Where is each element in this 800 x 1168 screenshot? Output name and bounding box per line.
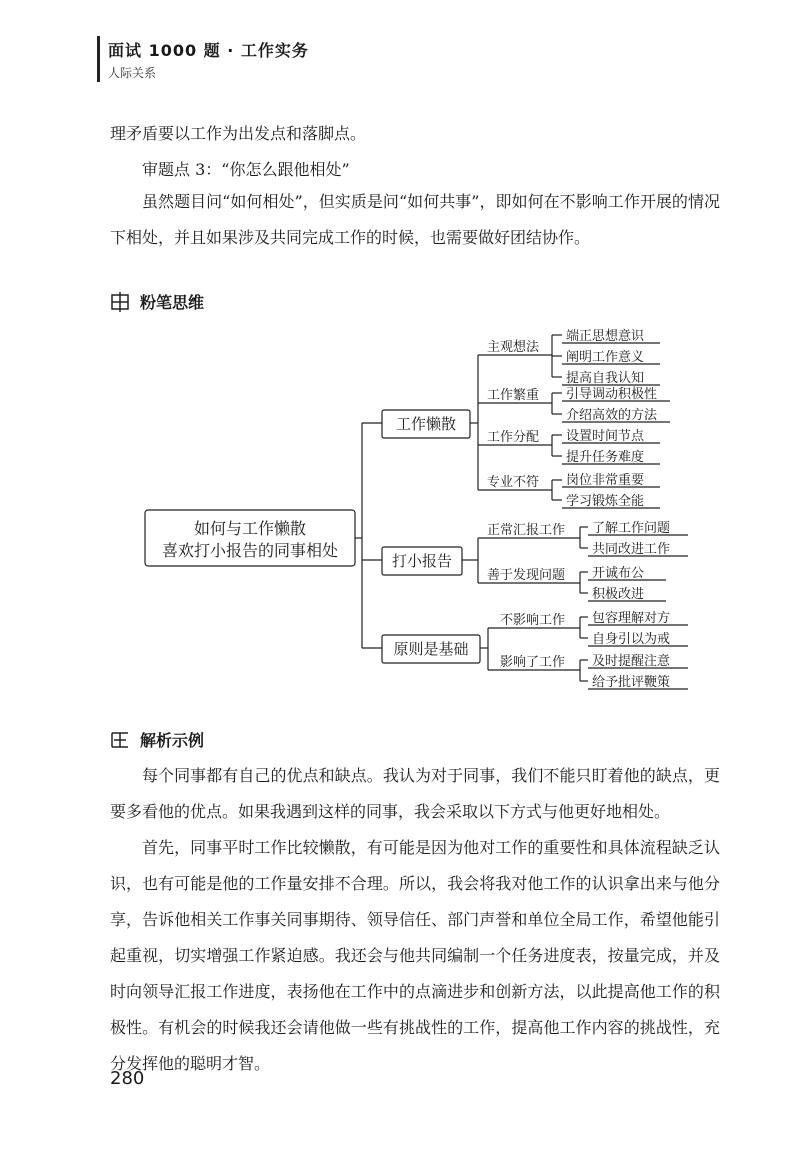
sub-label: 正常汇报工作 — [487, 523, 566, 538]
sub-label: 工作分配 — [487, 430, 540, 445]
sub-label: 影响了工作 — [500, 655, 566, 670]
leaf-label: 学习锻炼全能 — [566, 494, 645, 509]
point3-body: 虽然题目问“如何相处”，但实质是问“如何共事”，即如何在不影响工作开展的情况下相处，并且如果涉及共同完成工作的时候，也需要做好团结协作。 — [110, 192, 720, 247]
leaf-label: 开诚布公 — [592, 566, 645, 581]
analysis-paragraph-1: 每个同事都有自己的优点和缺点。我认为对于同事，我们不能只盯着他的缺点，更要多看他的优点。如果我遇到这样的同事，我会采取以下方式与他更好地相处。 — [110, 766, 720, 821]
header-subtitle: 人际关系 — [108, 66, 157, 80]
leaf-label: 提高自我认知 — [566, 371, 645, 386]
leaf-label: 阐明工作意义 — [566, 350, 645, 365]
header-bar — [97, 36, 100, 82]
leaf-label: 共同改进工作 — [592, 542, 671, 557]
leaf-label: 了解工作问题 — [592, 521, 671, 536]
branch-label: 原则是基础 — [393, 640, 469, 658]
header-title: 面试 1000 题 · 工作实务 — [108, 41, 309, 60]
leaf-label: 自身引以为戒 — [592, 632, 671, 647]
mindmap-title: 粉笔思维 — [140, 293, 205, 312]
leaf-label: 介绍高效的方法 — [566, 408, 658, 423]
branch-label: 工作懒散 — [395, 415, 457, 433]
page-number: 280 — [110, 1068, 145, 1089]
leaf-label: 设置时间节点 — [566, 429, 645, 444]
sub-label: 不影响工作 — [500, 613, 566, 628]
leaf-label: 积极改进 — [592, 587, 645, 602]
intro-line: 理矛盾要以工作为出发点和落脚点。 — [110, 124, 367, 143]
leaf-label: 包容理解对方 — [592, 611, 671, 626]
sub-label: 工作繁重 — [487, 388, 540, 403]
leaf-label: 引导调动积极性 — [566, 387, 658, 402]
mindmap-diagram — [0, 300, 800, 700]
leaf-label: 及时提醒注意 — [592, 654, 671, 669]
branch-label: 打小报告 — [391, 552, 453, 570]
analysis-title: 解析示例 — [140, 731, 205, 750]
sub-label: 专业不符 — [487, 475, 540, 490]
leaf-label: 端正思想意识 — [566, 329, 645, 344]
sub-label: 善于发现问题 — [487, 568, 566, 583]
mindmap-root-line1: 如何与工作懒散 — [193, 519, 307, 538]
leaf-label: 给予批评鞭策 — [592, 675, 671, 690]
leaf-label: 提升任务难度 — [566, 450, 645, 465]
analysis-icon — [110, 730, 130, 750]
leaf-label: 岗位非常重要 — [566, 473, 645, 488]
point3-title: 审题点 3：“你怎么跟他相处” — [142, 160, 350, 179]
analysis-heading — [110, 728, 204, 751]
sub-label: 主观想法 — [487, 340, 540, 355]
analysis-paragraph-2: 首先，同事平时工作比较懒散，有可能是因为他对工作的重要性和具体流程缺乏认识，也有可能是他的工作量安排不合理。所以，我会将我对他工作的认识拿出来与他分享，告诉他相关工作事关同事期待、领导信任、部门声誉和单位全局工作，希望他能引起重视，切实增强工作紧迫感。我还会与他共同编制一个任务进度表，按量完成，并及时向领导汇报工作进度，表扬他在工作中的点滴进步和创新方法，以此提高他工作的积极性。有机会的时候我还会请他做一些有挑战性的工作，提高他工作内容的挑战性，充分发挥他的聪明才智。 — [110, 838, 720, 1073]
mindmap-root-line2: 喜欢打小报告的同事相处 — [161, 541, 339, 560]
